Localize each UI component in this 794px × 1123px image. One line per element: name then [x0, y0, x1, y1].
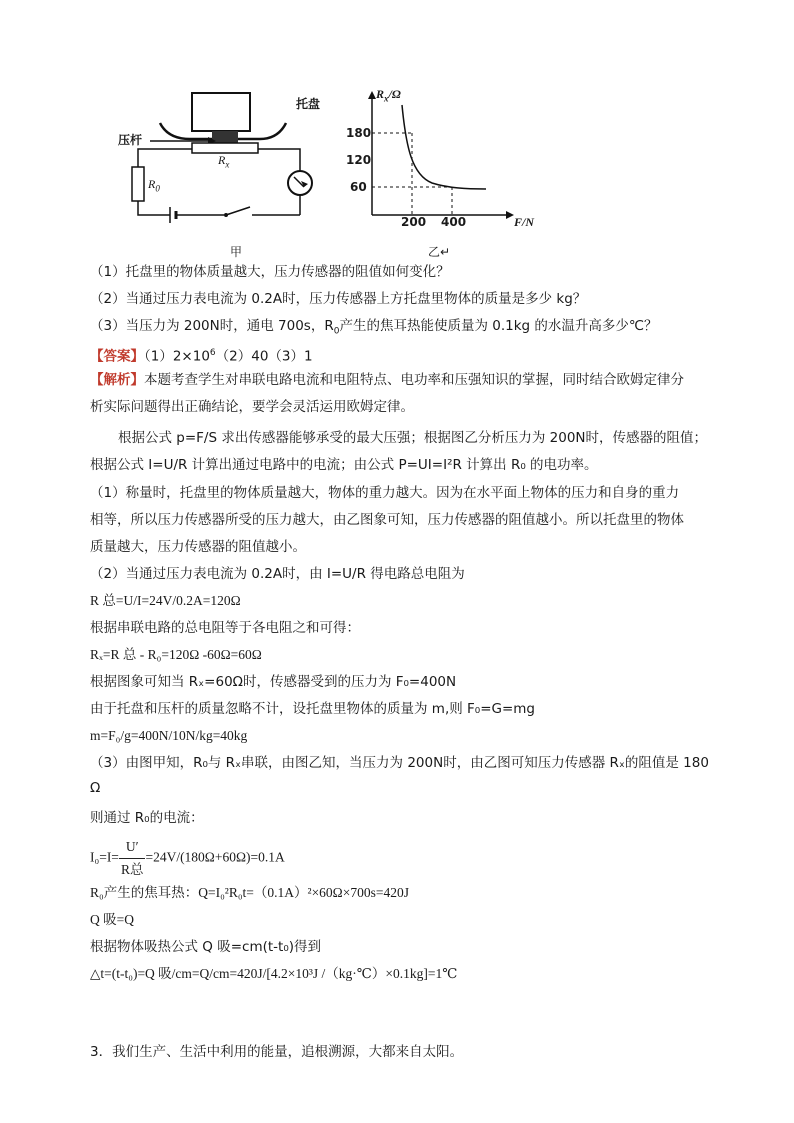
xtick-400: 400	[441, 215, 467, 229]
rod-label: 压杆	[118, 133, 143, 147]
analysis-line-3: 根据公式 p=F/S 求出传感器能够承受的最大压强；根据图乙分析压力为 200N时，传感器的阻值；	[118, 430, 708, 446]
analysis-line-13: 由于托盘和压杆的质量忽略不计，设托盘里物体的质量为 m,则 F₀=G=mg	[90, 701, 536, 717]
analysis-line-4: 根据公式 I=U/R 计算出通过电路中的电流；由公式 P=UI=I²R 计算出 R₀ 的电功率。	[90, 457, 598, 473]
rx-label: $R_x$	[218, 153, 230, 170]
circuit-diagram	[120, 85, 330, 265]
tray-label: 托盘	[296, 97, 321, 111]
analysis-line-20: Q 吸=Q	[90, 912, 134, 927]
r0-label: $R_0$	[148, 177, 160, 194]
answer-line: 【答案】$(1)2\times 10^6(2)40(3)1$	[90, 348, 313, 365]
ytick-180: 180	[346, 126, 372, 140]
analysis-line-16: Ω	[90, 780, 101, 796]
analysis-line-12: 根据图象可知当 Rₓ=60Ω时，传感器受到的压力为 F₀=400N	[90, 674, 457, 690]
figure-area	[118, 85, 535, 265]
analysis-line-19: R₀产生的焦耳热：Q=I₀²R₀t=（0.1A）²×60Ω×700s=420J	[90, 885, 409, 900]
analysis-line-14: m=F₀/g=400N/10N/kg=40kg	[90, 728, 248, 743]
ytick-60: 60	[350, 180, 367, 194]
xtick-200: 200	[401, 215, 427, 229]
analysis-line-7: 质量越大，压力传感器的阻值越小。	[90, 539, 306, 555]
analysis-line-11: Rₓ=R 总 - R₀=120Ω -60Ω=60Ω	[90, 647, 262, 662]
ytick-120: 120	[346, 153, 372, 167]
analysis-line-1: 【解析】本题考查学生对串联电路电流和电阻特点、电功率和压强知识的掌握，同时结合欧姆定律分	[90, 372, 684, 388]
caption-jia: 甲	[230, 245, 243, 259]
analysis-line-15: （3）由图甲知，R₀与 Rₓ串联，由图乙知，当压力为 200N时，由乙图可知压力传感器 Rₓ的阻值是 180	[90, 755, 709, 771]
question-2: （2）当通过压力表电流为 0.2A时，压力传感器上方托盘里物体的质量是多少 kg？	[90, 291, 587, 307]
analysis-line-10: 根据串联电路的总电阻等于各电阻之和可得：	[90, 620, 360, 636]
analysis-line-6: 相等，所以压力传感器所受的压力越大，由乙图象可知，压力传感器的阻值越小。所以托盘里的物体	[90, 512, 684, 528]
question-3: （3）当压力为 200N时，通电 700s，$R_0$产生的焦耳热能使质量为 0.1kg 的水温升高多少℃？	[90, 318, 658, 337]
current-fraction: $\frac{U'}{\text{R总}}$	[119, 836, 146, 881]
analysis-line-5: （1）称量时，托盘里的物体质量越大，物体的重力越大。因为在水平面上物体的压力和自身的重力	[90, 485, 680, 501]
analysis-line-17: 则通过 R₀的电流：	[90, 810, 204, 826]
graph-ylabel: $R_x/\Omega$	[376, 87, 401, 104]
analysis-line-22: △t=(t-t₀)=Q 吸/cm=Q/cm=420J/[4.2×10³J /（kg·℃）×0.1kg]=1℃	[90, 966, 458, 981]
analysis-line-21: 根据物体吸热公式 Q 吸=cm(t-t₀)得到	[90, 939, 321, 955]
analysis-tag: 【解析】	[90, 372, 144, 388]
next-question: 3．我们生产、生活中利用的能量，追根溯源，大都来自太阳。	[90, 1044, 464, 1060]
analysis-line-9: R 总=U/I=24V/0.2A=120Ω	[90, 593, 241, 608]
analysis-line-2: 析实际问题得出正确结论，要学会灵活运用欧姆定律。	[90, 399, 414, 415]
graph-xlabel: F/N	[514, 215, 535, 229]
question-1: （1）托盘里的物体质量越大，压力传感器的阻值如何变化？	[90, 264, 450, 280]
analysis-line-18: I₀=I= $\frac{U'}{\text{R总}}$ =24V/(180Ω+60Ω)=0.1A	[90, 836, 285, 881]
answer-tag: 【答案】	[90, 348, 144, 365]
analysis-line-8: （2）当通过压力表电流为 0.2A时，由 I=U/R 得电路总电阻为	[90, 566, 465, 582]
caption-yi: 乙↵	[428, 245, 451, 259]
